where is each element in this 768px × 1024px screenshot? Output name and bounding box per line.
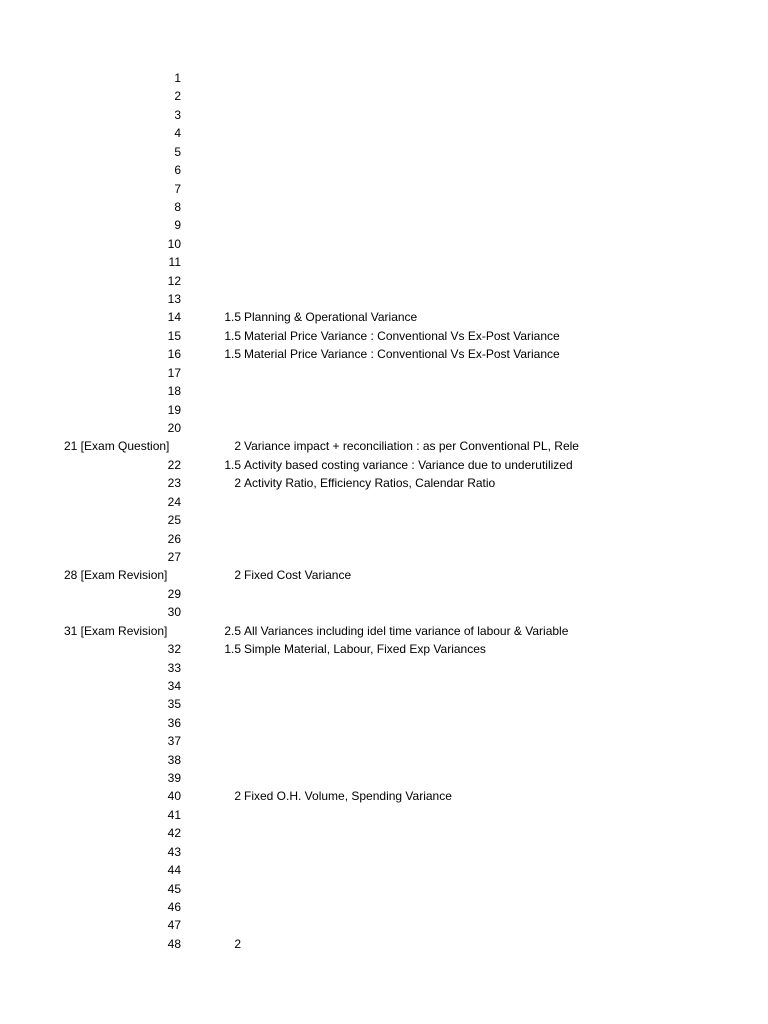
schedule-row — [0, 806, 768, 824]
session-topic: Activity Ratio, Efficiency Ratios, Calendar Ratio — [244, 476, 496, 491]
session-topic: Activity based costing variance : Variance due to underutilized — [244, 457, 573, 472]
session-label: 43 — [167, 844, 181, 859]
schedule-row — [0, 824, 768, 842]
session-label: 20 — [167, 421, 181, 436]
session-topic: Variance impact + reconciliation : as per Conventional PL, Rele — [244, 439, 579, 454]
session-label: 12 — [167, 273, 181, 288]
schedule-row — [0, 364, 768, 382]
schedule-row — [0, 106, 768, 124]
schedule-row — [0, 143, 768, 161]
schedule-row — [0, 935, 768, 953]
session-label: 38 — [167, 752, 181, 767]
session-label: 16 — [167, 347, 181, 362]
schedule-row — [0, 401, 768, 419]
session-label: 33 — [167, 660, 181, 675]
session-label: 48 — [167, 936, 181, 951]
schedule-row — [0, 437, 768, 455]
schedule-row — [0, 327, 768, 345]
session-hours: 1.5 — [224, 347, 241, 362]
schedule-row — [0, 511, 768, 529]
schedule-row — [0, 916, 768, 934]
session-label: 19 — [167, 402, 181, 417]
session-hours: 1.5 — [224, 642, 241, 657]
schedule-row — [0, 769, 768, 787]
session-label: 36 — [167, 715, 181, 730]
session-topic: Material Price Variance : Conventional Vs Ex-Post Variance — [244, 328, 560, 343]
session-label: 39 — [167, 771, 181, 786]
schedule-row — [0, 677, 768, 695]
session-label: 13 — [167, 292, 181, 307]
session-label: 34 — [167, 678, 181, 693]
session-label: 31 [Exam Revision] — [64, 623, 168, 638]
session-label: 44 — [167, 863, 181, 878]
schedule-row — [0, 640, 768, 658]
session-topic: Simple Material, Labour, Fixed Exp Variances — [244, 642, 486, 657]
session-label: 45 — [167, 881, 181, 896]
session-hours: 2 — [234, 789, 241, 804]
session-label: 30 — [167, 605, 181, 620]
session-hours: 2 — [234, 439, 241, 454]
schedule-row — [0, 787, 768, 805]
session-label: 26 — [167, 531, 181, 546]
schedule-row — [0, 180, 768, 198]
session-label: 11 — [168, 255, 181, 270]
schedule-row — [0, 216, 768, 234]
schedule-row — [0, 603, 768, 621]
schedule-row — [0, 493, 768, 511]
schedule-row — [0, 345, 768, 363]
session-label: 4 — [174, 126, 181, 141]
schedule-row — [0, 474, 768, 492]
session-label: 6 — [174, 163, 181, 178]
session-label: 32 — [167, 642, 181, 657]
schedule-row — [0, 622, 768, 640]
schedule-row — [0, 253, 768, 271]
session-label: 41 — [167, 807, 181, 822]
session-label: 46 — [167, 899, 181, 914]
schedule-row — [0, 161, 768, 179]
schedule-row — [0, 751, 768, 769]
session-hours: 1.5 — [224, 310, 241, 325]
session-label: 17 — [167, 365, 181, 380]
session-label: 1 — [174, 71, 181, 85]
schedule-row — [0, 880, 768, 898]
session-label: 7 — [174, 181, 181, 196]
session-label: 14 — [167, 310, 181, 325]
session-label: 2 — [174, 89, 181, 104]
session-label: 28 [Exam Revision] — [64, 568, 168, 583]
schedule-row — [0, 419, 768, 437]
session-topic: Planning & Operational Variance — [244, 310, 418, 325]
session-hours: 2.5 — [224, 623, 241, 638]
session-label: 29 — [167, 586, 181, 601]
schedule-row — [0, 861, 768, 879]
session-topic: Fixed Cost Variance — [244, 568, 352, 583]
session-label: 9 — [174, 218, 181, 233]
session-hours: 2 — [234, 936, 241, 951]
session-hours: 1.5 — [224, 328, 241, 343]
schedule-row — [0, 198, 768, 216]
session-topic: Fixed O.H. Volume, Spending Variance — [244, 789, 452, 804]
session-hours: 2 — [234, 476, 241, 491]
schedule-row — [0, 87, 768, 105]
schedule-row — [0, 732, 768, 750]
session-label: 40 — [167, 789, 181, 804]
schedule-row — [0, 124, 768, 142]
schedule-row — [0, 695, 768, 713]
session-topic: All Variances including idel time variance of labour & Variable — [244, 623, 569, 638]
schedule-sheet — [0, 69, 768, 953]
session-label: 24 — [167, 494, 181, 509]
session-label: 47 — [167, 918, 181, 933]
session-topic: Material Price Variance : Conventional Vs Ex-Post Variance — [244, 347, 560, 362]
schedule-row — [0, 714, 768, 732]
session-label: 25 — [167, 513, 181, 528]
schedule-row — [0, 898, 768, 916]
schedule-row — [0, 382, 768, 400]
session-hours: 1.5 — [224, 457, 241, 472]
schedule-row — [0, 308, 768, 326]
session-label: 8 — [174, 199, 181, 214]
session-label: 5 — [174, 144, 181, 159]
session-label: 10 — [167, 236, 181, 251]
session-label: 42 — [167, 826, 181, 841]
session-hours: 2 — [234, 568, 241, 583]
schedule-row — [0, 456, 768, 474]
session-label: 18 — [167, 384, 181, 399]
schedule-row — [0, 659, 768, 677]
session-label: 27 — [167, 549, 181, 564]
schedule-row — [0, 235, 768, 253]
schedule-row — [0, 69, 768, 87]
session-label: 23 — [167, 476, 181, 491]
schedule-row — [0, 272, 768, 290]
schedule-row — [0, 585, 768, 603]
session-label: 21 [Exam Question] — [64, 439, 170, 454]
session-label: 15 — [167, 328, 181, 343]
session-label: 37 — [167, 734, 181, 749]
schedule-row — [0, 548, 768, 566]
session-label: 3 — [174, 107, 181, 122]
schedule-row — [0, 290, 768, 308]
schedule-row — [0, 566, 768, 584]
session-label: 22 — [167, 457, 181, 472]
schedule-row — [0, 843, 768, 861]
schedule-row — [0, 530, 768, 548]
session-label: 35 — [167, 697, 181, 712]
